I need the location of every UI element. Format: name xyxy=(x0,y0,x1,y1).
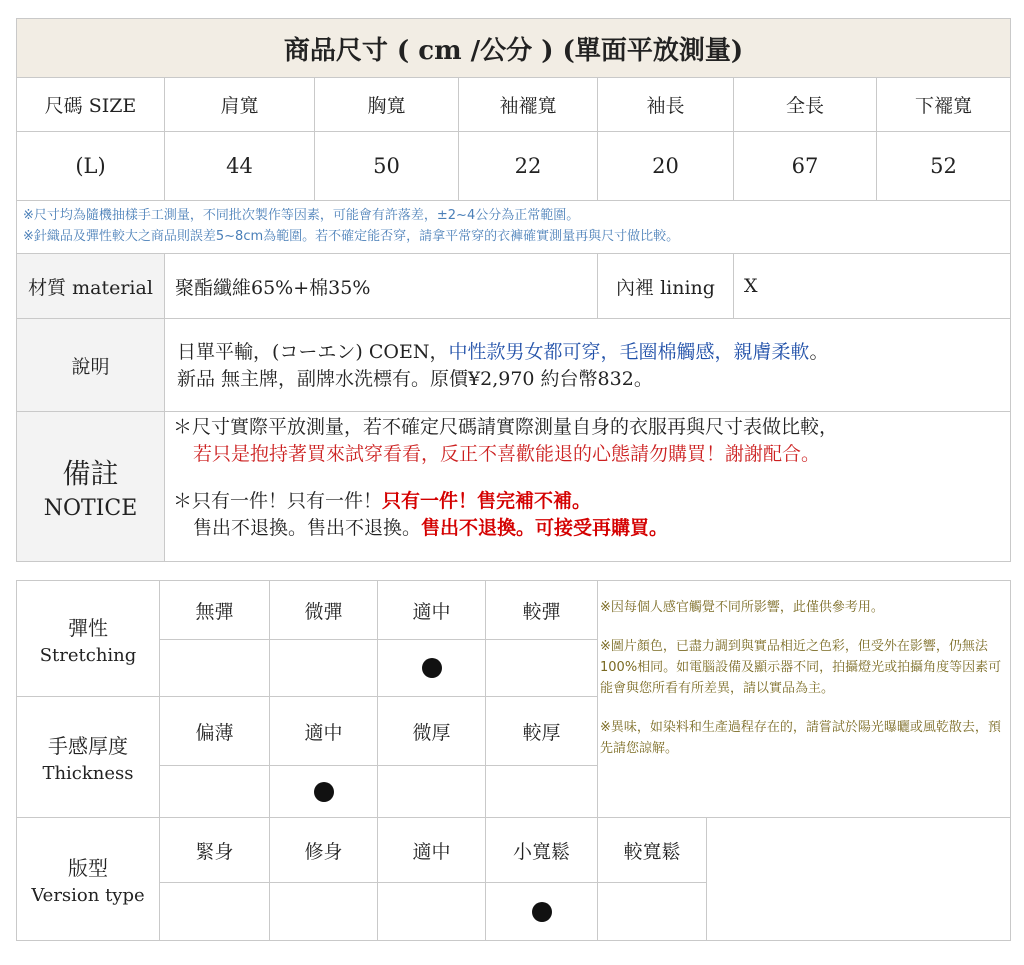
description-label: 說明 xyxy=(16,318,165,412)
value-shoulder: 44 xyxy=(164,131,315,201)
header-chest: 胸寬 xyxy=(314,77,459,132)
description-line-2: 新品 無主牌，副牌水洗標有。原價¥2,970 約台幣832。 xyxy=(177,368,653,390)
lining-label: 內裡 lining xyxy=(597,253,734,319)
thickness-mark-1 xyxy=(159,765,270,818)
size-notes xyxy=(16,200,1011,254)
notice-label-en: NOTICE xyxy=(43,496,138,521)
selected-dot-icon xyxy=(314,782,334,802)
fit-mark-4 xyxy=(485,882,598,941)
description-content xyxy=(164,318,1011,412)
stretch-label: 彈性 Stretching xyxy=(16,580,160,697)
fit-option-4: 小寬鬆 xyxy=(485,817,598,883)
fit-option-2: 修身 xyxy=(269,817,378,883)
size-table-title: 商品尺寸 ( cm /公分 ) (單面平放測量) xyxy=(283,35,744,66)
stretch-mark-2 xyxy=(269,639,378,697)
selected-dot-icon xyxy=(532,902,552,922)
stretch-mark-4 xyxy=(485,639,598,697)
notice-content xyxy=(164,411,1011,562)
lining-value: X xyxy=(733,253,1011,319)
stretch-option-2: 微彈 xyxy=(269,580,378,640)
notice-line-1: ＊尺寸實際平放測量，若不確定尺碼請實際測量自身的衣服再與尺寸表做比較， xyxy=(173,416,839,438)
stretch-mark-3 xyxy=(377,639,486,697)
material-label: 材質 material xyxy=(16,253,165,319)
fit-option-5: 較寬鬆 xyxy=(597,817,707,883)
size-note-1: ※尺寸均為隨機抽樣手工測量，不同批次製作等因素，可能會有許落差，±2~4公分為正常範圍。 xyxy=(23,208,580,223)
notice-line-3: ＊只有一件！只有一件！只有一件！售完補不補。 xyxy=(173,490,592,512)
fit-label: 版型 Version type xyxy=(16,817,160,941)
stretch-option-3: 適中 xyxy=(377,580,486,640)
size-table-title-cell xyxy=(16,18,1011,78)
fit-mark-1 xyxy=(159,882,270,941)
fit-option-1: 緊身 xyxy=(159,817,270,883)
side-note-2: ※圖片顏色，已盡力調到與實品相近之色彩，但受外在影響，仍無法100%相同。如電腦設備及顯示器不同，拍攝燈光或拍攝角度等因素可能會與您所看有所差異，請以實品為主。 xyxy=(600,639,1002,696)
thickness-mark-3 xyxy=(377,765,486,818)
value-sleeve-width: 22 xyxy=(458,131,598,201)
value-length: 67 xyxy=(733,131,877,201)
fit-option-3: 適中 xyxy=(377,817,486,883)
thickness-mark-4 xyxy=(485,765,598,818)
side-note-1: ※因每個人感官觸覺不同所影響，此僅供參考用。 xyxy=(600,600,884,615)
stretch-option-1: 無彈 xyxy=(159,580,270,640)
header-sleeve-width: 袖襬寬 xyxy=(458,77,598,132)
stretch-option-4: 較彈 xyxy=(485,580,598,640)
thickness-label: 手感厚度 Thickness xyxy=(16,696,160,818)
thickness-option-1: 偏薄 xyxy=(159,696,270,766)
fit-mark-2 xyxy=(269,882,378,941)
header-size: 尺碼 SIZE xyxy=(16,77,165,132)
value-hem-width: 52 xyxy=(876,131,1011,201)
fit-mark-5 xyxy=(597,882,707,941)
fit-empty-cell xyxy=(706,817,1011,941)
fit-mark-3 xyxy=(377,882,486,941)
thickness-option-2: 適中 xyxy=(269,696,378,766)
header-sleeve-length: 袖長 xyxy=(597,77,734,132)
selected-dot-icon xyxy=(422,658,442,678)
thickness-mark-2 xyxy=(269,765,378,818)
side-note-3: ※異味，如染料和生產過程存在的，請嘗試於陽光曝曬或風乾散去，預先請您諒解。 xyxy=(600,720,1001,756)
header-hem-width: 下襬寬 xyxy=(876,77,1011,132)
notice-label xyxy=(16,411,165,562)
notice-label-zh: 備註 xyxy=(62,457,119,490)
material-value: 聚酯纖維65%+棉35% xyxy=(164,253,598,319)
notice-line-2: 若只是抱持著買來試穿看看，反正不喜歡能退的心態請勿購買！謝謝配合。 xyxy=(193,443,821,465)
header-length: 全長 xyxy=(733,77,877,132)
notice-line-4: 售出不退換。售出不退換。售出不退換。可接受再購買。 xyxy=(193,517,669,539)
header-shoulder: 肩寬 xyxy=(164,77,315,132)
value-chest: 50 xyxy=(314,131,459,201)
value-sleeve-length: 20 xyxy=(597,131,734,201)
side-notes xyxy=(597,580,1011,818)
description-line-1: 日單平輸，(コーエン) COEN，中性款男女都可穿，毛圈棉觸感，親膚柔軟。 xyxy=(177,341,829,363)
thickness-option-3: 微厚 xyxy=(377,696,486,766)
thickness-option-4: 較厚 xyxy=(485,696,598,766)
size-note-2: ※針織品及彈性較大之商品則誤差5~8cm為範圍。若不確定能否穿，請拿平常穿的衣褲確實測量再與尺寸做比較。 xyxy=(23,229,680,244)
value-size: (L) xyxy=(16,131,165,201)
stretch-mark-1 xyxy=(159,639,270,697)
